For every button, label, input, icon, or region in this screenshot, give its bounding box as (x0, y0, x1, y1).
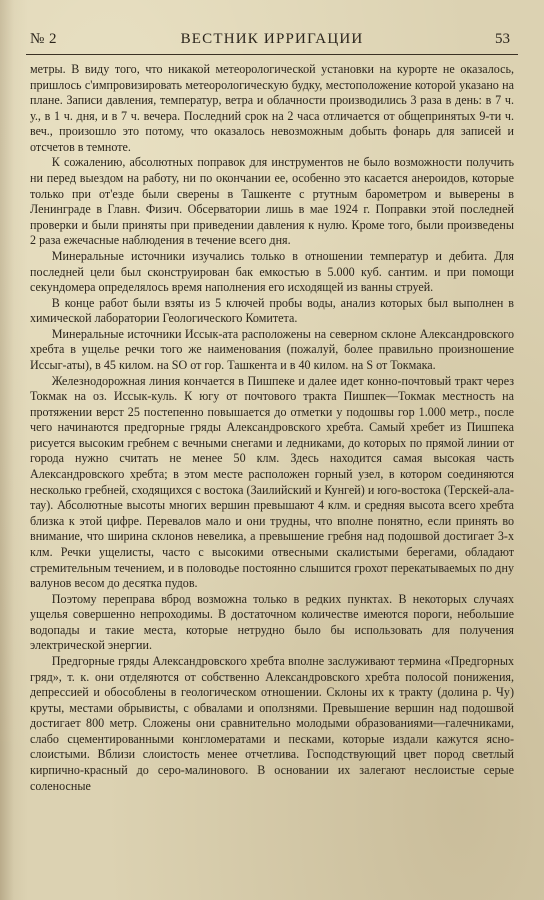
paragraph: Минеральные источники изучались только в отношении температур и дебита. Для последней цели был сконструирован бак емкостью в 5.000 куб. сантим. и при помощи секундомера определялось время наполнения его исходящей из ванны струей. (30, 248, 514, 295)
journal-title: ВЕСТНИК ИРРИГАЦИИ (180, 31, 364, 47)
paragraph: Железнодорожная линия кончается в Пишпеке и далее идет конно-почтовый тракт через Токмак на оз. Иссык-куль. К югу от почтового тракта Пишпек—Токмак местность на протяжении верст 25 постепенно повышается до отметки у подошвы гор 1.000 метр., после чего начинаются предгорные гряды Александровского хребта. Самый хребет из Пишпека рисуется высоким гребнем с вечными снегами и ледниками, до которых по прямой линии от города нужно считать не менее 50 клм. Здесь находится самая высокая часть Александровского хребта; в этом месте расположен горный узел, в котором соединяются несколько гребней, сходящихся с востока (Заилийский и Кунгей) и юго-востока (Терскей-ала-тау). Абсолютные высоты многих вершин превышают 4 клм. и средняя высота всего хребта близка к этой цифре. Перевалов мало и они трудны, что вполне понятно, если принять во внимание, что ширина склонов невелика, а превышение гребня над подошвой достигает 3-х клм. Речки ущелисты, часто с высокими отвесными скалистыми берегами, обладают стремительным течением, и в половодье постоянно слышится грохот перекатываемых по дну валунов весом до десятка пудов. (30, 373, 514, 591)
paragraph: Поэтому переправа вброд возможна только в редких пунктах. В некоторых случаях ущелья совершенно непроходимы. В достаточном количестве имеются пороги, небольшие водопады и такие места, которые нетрудно было бы использовать для получения электрической энергии. (30, 591, 514, 653)
paragraph: В конце работ были взяты из 5 ключей пробы воды, анализ которых был выполнен в химической лаборатории Геологического Комитета. (30, 295, 514, 326)
paragraph: Предгорные гряды Александровского хребта вполне заслуживают термина «Предгорных гряд», т. к. они отделяются от собственно Александровского хребта полосой понижения, депрессией и обособлены в геологическом отношении. Склоны их к тракту (долина р. Чу) круты, местами обрывисты, с обвалами и оползнями. Превышение вершин над подошвой достигает 800 метр. Сложены они сравнительно молодыми образованиями—галечниками, слабо сцементированными конгломератами и песками, которые издали кажутся ясно-слоистыми. Вблизи слоистость менее отчетлива. Господствующий цвет пород светлый кирпично-красный до серо-малинового. В основании их залегают неслоистые серые соленосные (30, 653, 514, 793)
running-header (26, 28, 518, 55)
paragraph: Минеральные источники Иссык-ата расположены на северном склоне Александровского хребта в ущелье речки того же наименования (пожалуй, более правильно произношение Иссыг-аты), в 45 килом. на SO от гор. Ташкента и в 40 килом. на S от Токмака. (30, 326, 514, 372)
page-number: 53 (495, 31, 510, 47)
paragraph: К сожалению, абсолютных поправок для инструментов не было возможности получить ни перед выездом на работу, ни по окончании ее, особенно это касается анероидов, которые только при от'езде были сверены в Ташкенте с ртутным барометром и выверены в Ленинграде в Главн. Физич. Обсерватории лишь в мае 1924 г. Поправки этой последней проверки и были приняты при приведении давления к нулю. Кроме того, были произведены 2 раза ежечасные наблюдения в течение всего дня. (30, 155, 514, 248)
article-body (30, 62, 514, 794)
paragraph: метры. В виду того, что никакой метеорологической установки на курорте не оказалось, пришлось с'импровизировать метеорологическую будку, местоположение которой указано на плане. Записи давления, температур, ветра и облачности производились 3 раза в день: в 7 ч. у., в 1 ч. дня, и в 7 ч. вечера. Последний срок на 2 часа отличается от общепринятых 9-ти ч. веч., произошло это потому, что оказалось невозможным добыть фонарь для записей и отсчетов в темноте. (30, 62, 514, 154)
issue-number: № 2 (30, 31, 58, 47)
